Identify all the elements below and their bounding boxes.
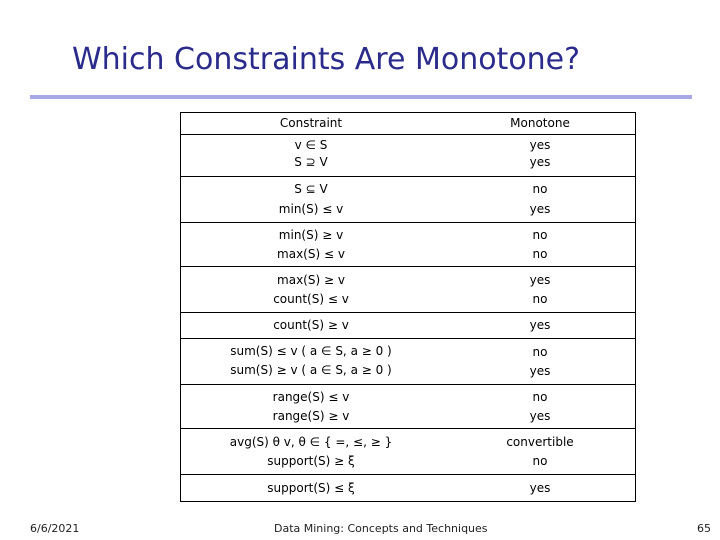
table-divider bbox=[180, 266, 636, 267]
constraint-cell: max(S) ≥ v bbox=[277, 273, 345, 287]
constraint-cell: count(S) ≤ v bbox=[273, 292, 349, 306]
monotone-cell: yes bbox=[529, 155, 551, 169]
constraint-cell: v ∈ S bbox=[294, 138, 328, 152]
monotone-cell: yes bbox=[529, 273, 551, 287]
monotone-cell: yes bbox=[529, 364, 551, 378]
monotone-cell: no bbox=[532, 292, 548, 306]
header-constraint: Constraint bbox=[279, 116, 343, 130]
footer-page-number: 65 bbox=[697, 522, 711, 535]
constraint-cell: range(S) ≥ v bbox=[272, 409, 350, 423]
table-divider bbox=[180, 312, 636, 313]
footer-source: Data Mining: Concepts and Techniques bbox=[274, 522, 488, 535]
constraint-cell: S ⊆ V bbox=[294, 182, 328, 196]
table-divider bbox=[180, 176, 636, 177]
monotone-cell: convertible bbox=[506, 435, 574, 449]
table-divider bbox=[180, 134, 636, 135]
table-divider bbox=[180, 222, 636, 223]
monotone-cell: yes bbox=[529, 409, 551, 423]
table-divider bbox=[180, 384, 636, 385]
monotone-cell: no bbox=[532, 182, 548, 196]
constraint-cell: min(S) ≤ v bbox=[278, 202, 344, 216]
monotone-cell: no bbox=[532, 454, 548, 468]
slide-title: Which Constraints Are Monotone? bbox=[72, 42, 581, 77]
header-monotone: Monotone bbox=[510, 116, 570, 130]
table-divider bbox=[180, 474, 636, 475]
monotone-cell: no bbox=[532, 247, 548, 261]
table-divider bbox=[180, 428, 636, 429]
monotone-cell: no bbox=[532, 345, 548, 359]
constraint-cell: support(S) ≥ ξ bbox=[267, 454, 355, 468]
monotone-cell: yes bbox=[529, 138, 551, 152]
constraint-cell: max(S) ≤ v bbox=[277, 247, 345, 261]
constraint-cell: sum(S) ≥ v ( a ∈ S, a ≥ 0 ) bbox=[230, 363, 392, 377]
constraint-cell: range(S) ≤ v bbox=[272, 390, 350, 404]
monotone-cell: yes bbox=[529, 318, 551, 332]
constraint-cell: sum(S) ≤ v ( a ∈ S, a ≥ 0 ) bbox=[230, 344, 392, 358]
monotone-cell: no bbox=[532, 228, 548, 242]
constraint-cell: min(S) ≥ v bbox=[278, 228, 344, 242]
monotone-cell: no bbox=[532, 390, 548, 404]
constraint-cell: S ⊇ V bbox=[294, 155, 328, 169]
table-divider bbox=[180, 338, 636, 339]
monotone-cell: yes bbox=[529, 202, 551, 216]
footer-date: 6/6/2021 bbox=[30, 522, 80, 535]
constraint-cell: avg(S) θ v, θ ∈ { =, ≤, ≥ } bbox=[229, 435, 393, 449]
constraint-cell: support(S) ≤ ξ bbox=[267, 481, 355, 495]
constraint-cell: count(S) ≥ v bbox=[273, 318, 349, 332]
title-underline bbox=[30, 95, 692, 99]
monotone-cell: yes bbox=[529, 481, 551, 495]
